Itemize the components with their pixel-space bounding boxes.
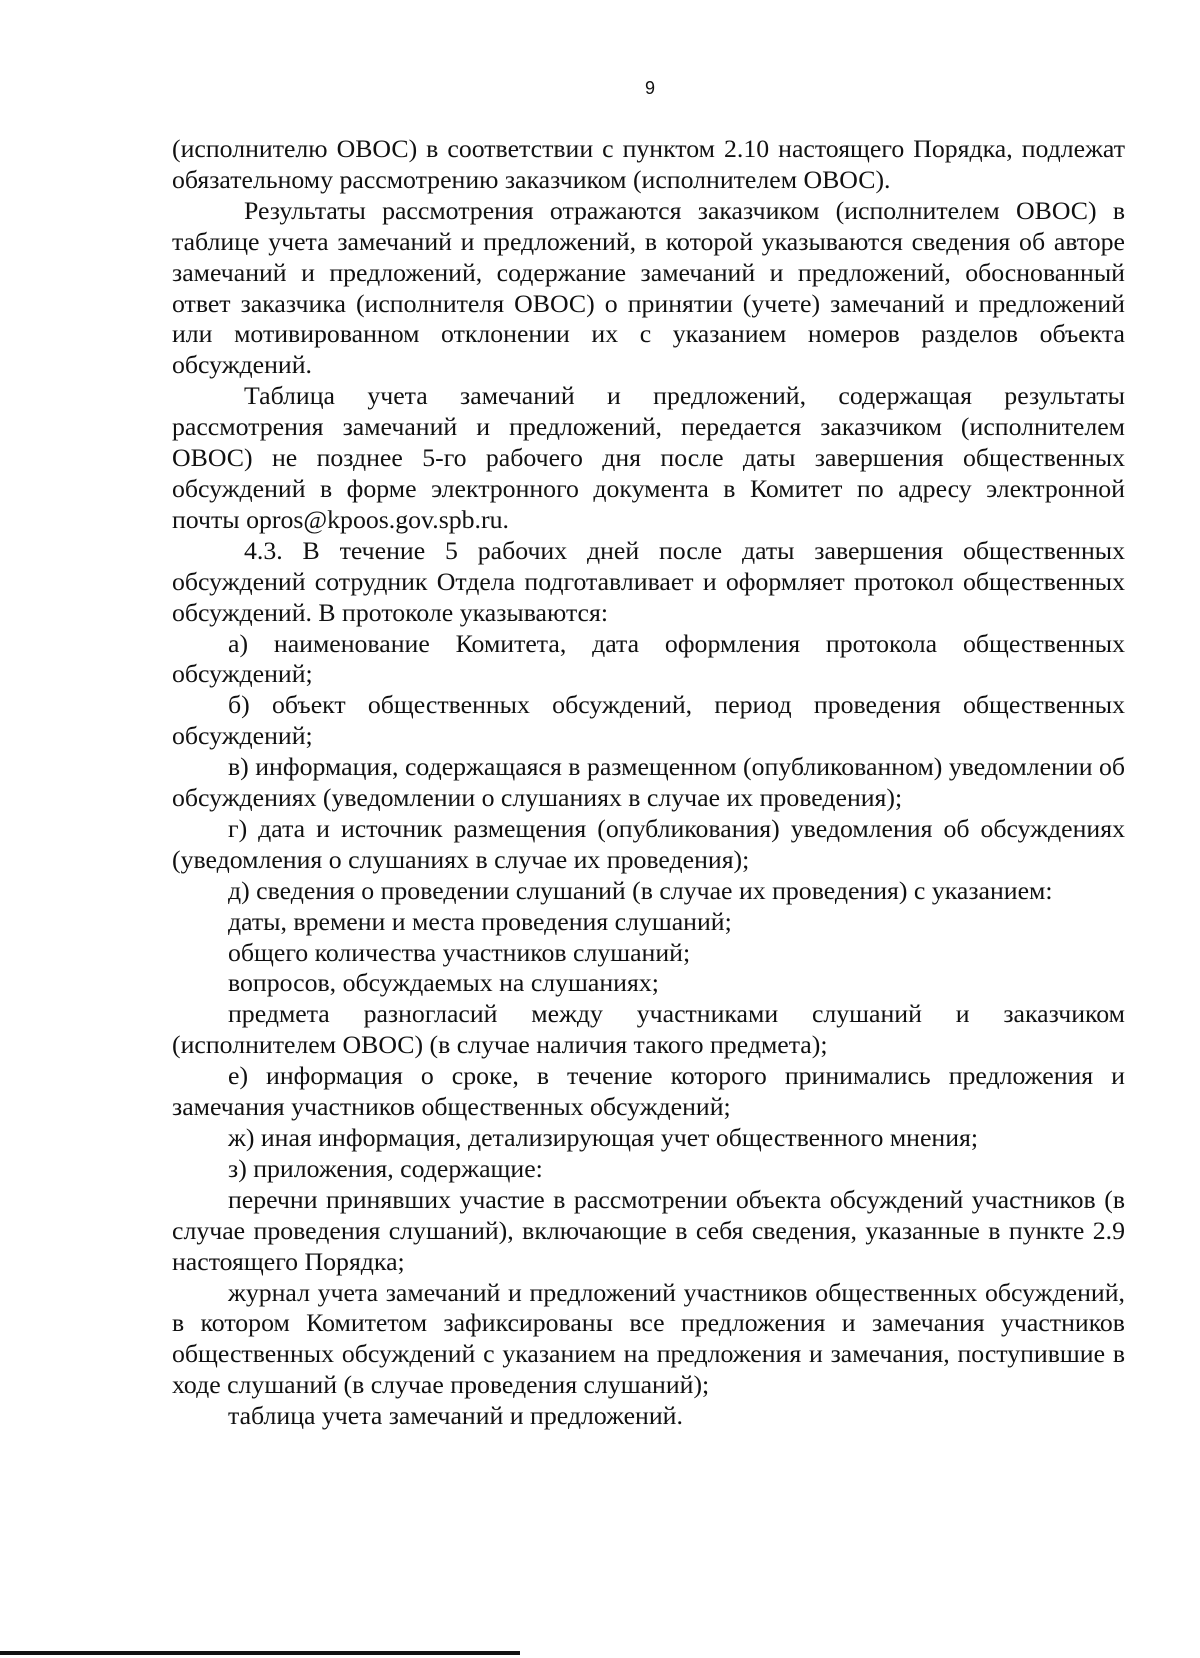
bottom-scan-rule <box>0 1651 520 1655</box>
page-number: 9 <box>644 78 655 98</box>
list-item-z-journal: журнал учета замечаний и предложений участников общественных обсуждений, в котором Комитетом зафиксированы все предложения и замечания участников общественных обсуждений с указанием на предложения и замечания, поступившие в ходе слушаний (в случае проведения слушаний); <box>172 1277 1125 1400</box>
paragraph-4-3: 4.3. В течение 5 рабочих дней после даты завершения общественных обсуждений сотрудник Отдела подготавливает и оформляет протокол общественных обсуждений. В протоколе указываются: <box>172 535 1125 627</box>
document-body <box>172 134 1125 1432</box>
paragraph-results-review: Результаты рассмотрения отражаются заказчиком (исполнителем ОВОС) в таблице учета замечаний и предложений, в которой указываются сведения об авторе замечаний и предложений, содержание замечаний и предложений, обоснованный ответ заказчика (исполнителя ОВОС) о принятии (учете) замечаний и предложений или мотивированном отклонении их с указанием номеров разделов объекта обсуждений. <box>172 195 1125 380</box>
list-item-v: в) информация, содержащаяся в размещенном (опубликованном) уведомлении об обсуждениях (уведомлении о слушаниях в случае их проведения); <box>172 752 1125 813</box>
list-item-z-table: таблица учета замечаний и предложений. <box>228 1401 683 1431</box>
list-item-z: з) приложения, содержащие: <box>228 1153 543 1183</box>
list-item-e: е) информация о сроке, в течение которого принимались предложения и замечания участников общественных обсуждений; <box>172 1061 1125 1122</box>
list-item-b: б) объект общественных обсуждений, период проведения общественных обсуждений; <box>172 690 1125 751</box>
list-item-d-questions: вопросов, обсуждаемых на слушаниях; <box>228 968 659 998</box>
list-item-d-disagreements: предмета разногласий между участниками слушаний и заказчиком (исполнителем ОВОС) (в случае наличия такого предмета); <box>172 999 1125 1060</box>
list-item-d-count: общего количества участников слушаний; <box>228 937 691 967</box>
paragraph-table-transfer: Таблица учета замечаний и предложений, содержащая результаты рассмотрения замечаний и предложений, передается заказчиком (исполнителем ОВОС) не позднее 5-го рабочего дня после даты завершения общественных обсуждений в форме электронного документа в Комитет по адресу электронной почты opros@kpoos.gov.spb.ru. <box>172 381 1125 534</box>
paragraph-continuation: (исполнителю ОВОС) в соответствии с пунктом 2.10 настоящего Порядка, подлежат обязательному рассмотрению заказчиком (исполнителем ОВОС). <box>172 134 1125 194</box>
list-item-a: а) наименование Комитета, дата оформления протокола общественных обсуждений; <box>172 628 1125 689</box>
list-item-d-dates: даты, времени и места проведения слушаний; <box>228 906 732 936</box>
list-item-d: д) сведения о проведении слушаний (в случае их проведения) с указанием: <box>228 875 1053 905</box>
list-item-g: г) дата и источник размещения (опубликования) уведомления об обсуждениях (уведомления о слушаниях в случае их проведения); <box>172 813 1125 874</box>
list-item-z-participants: перечни принявших участие в рассмотрении объекта обсуждений участников (в случае проведения слушаний), включающие в себя сведения, указанные в пункте 2.9 настоящего Порядка; <box>172 1184 1125 1276</box>
list-item-zh: ж) иная информация, детализирующая учет общественного мнения; <box>228 1123 979 1152</box>
